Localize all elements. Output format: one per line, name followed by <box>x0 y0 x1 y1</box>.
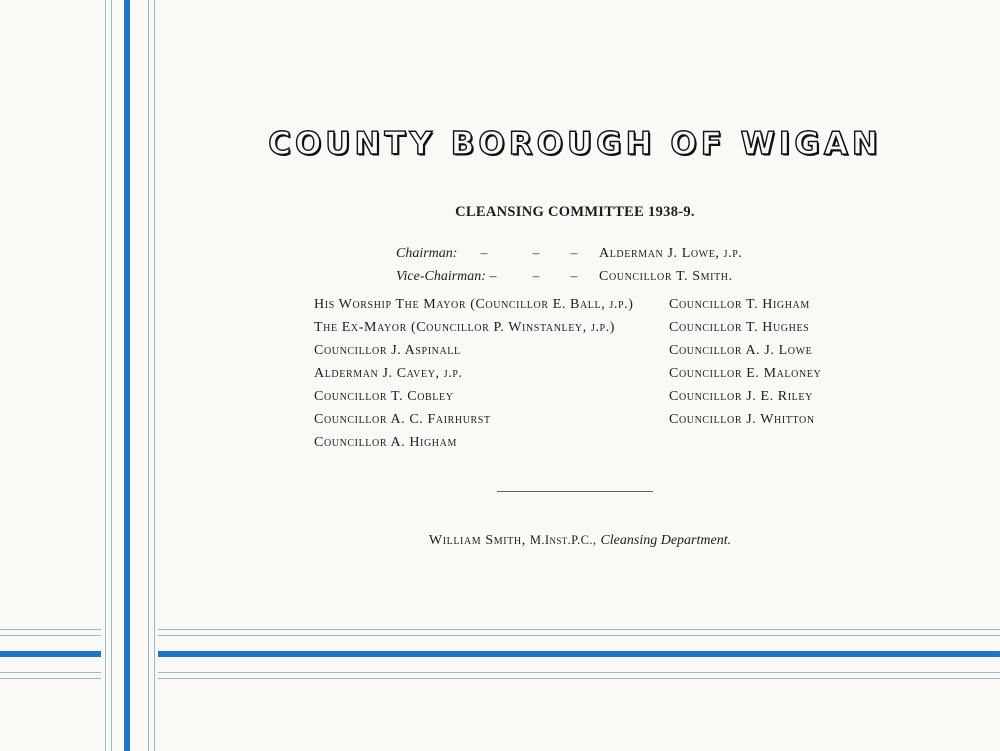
border-rule <box>0 678 101 679</box>
list-item: Councillor T. Higham <box>669 297 810 312</box>
list-item: Councillor A. Higham <box>314 435 457 450</box>
list-item: His Worship The Mayor (Councillor E. Ball, j.p.) <box>314 297 634 312</box>
officer-name: William Smith, <box>428 533 526 548</box>
border-rule <box>0 629 101 630</box>
border-rule <box>0 635 101 636</box>
border-rule <box>105 0 106 751</box>
list-item: Councillor A. C. Fairhurst <box>314 412 491 427</box>
chairman-name: Alderman J. Lowe, j.p. <box>599 246 743 261</box>
list-item: Alderman J. Cavey, j.p. <box>314 366 463 381</box>
list-item: Councillor J. Aspinall <box>314 343 461 358</box>
members-left-column <box>314 293 634 454</box>
list-item: Councillor T. Hughes <box>669 320 810 335</box>
dash: – <box>570 246 578 261</box>
vice-chairman-row <box>396 269 816 289</box>
border-rule <box>158 635 1000 636</box>
vice-chairman-label: Vice-Chairman: – <box>396 269 497 284</box>
chairman-label: Chairman: <box>396 246 458 261</box>
dash: – <box>532 269 540 284</box>
border-rule-accent <box>0 651 101 657</box>
border-rule <box>0 672 101 673</box>
border-rule <box>158 678 1000 679</box>
border-rule-accent <box>124 0 130 751</box>
officer-qualification: M.Inst.P.C., <box>529 533 597 547</box>
list-item: The Ex-Mayor (Councillor P. Winstanley, j.p.) <box>314 320 616 335</box>
page-title: COUNTY BOROUGH OF WIGAN <box>268 126 882 162</box>
list-item: Councillor E. Maloney <box>669 366 822 381</box>
chairman-row <box>396 246 816 266</box>
border-rule <box>158 672 1000 673</box>
border-rule <box>148 0 149 751</box>
footer-signature <box>0 531 1000 549</box>
border-rule <box>154 0 155 751</box>
committee-heading: CLEANSING COMMITTEE 1938-9. <box>455 204 695 220</box>
list-item: Councillor A. J. Lowe <box>669 343 813 358</box>
department-name: Cleansing Department. <box>600 533 732 548</box>
vice-chairman-name: Councillor T. Smith. <box>599 269 733 284</box>
list-item: Councillor J. Whitton <box>669 412 815 427</box>
border-rule <box>158 629 1000 630</box>
list-item: Councillor T. Cobley <box>314 389 454 404</box>
border-rule-accent <box>158 651 1000 657</box>
list-item: Councillor J. E. Riley <box>669 389 813 404</box>
members-right-column <box>669 293 821 431</box>
dash: – <box>570 269 578 284</box>
separator-rule <box>497 491 653 492</box>
dash: – <box>480 246 488 261</box>
dash: – <box>532 246 540 261</box>
border-rule <box>111 0 112 751</box>
